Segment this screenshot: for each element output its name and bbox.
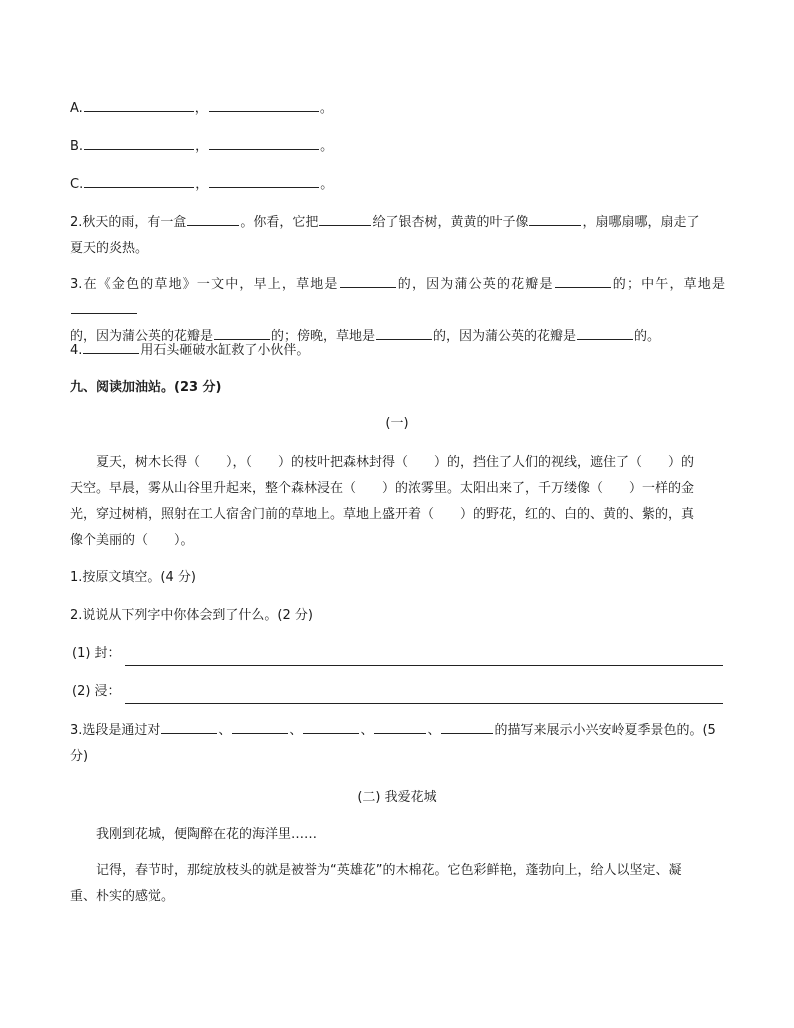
answer-blank[interactable] <box>187 210 239 226</box>
answer-blank[interactable] <box>555 272 611 288</box>
answer-blank[interactable] <box>209 172 319 188</box>
part1-question-2: 2.说说从下列字中你体会到了什么。(2 分) <box>70 608 313 623</box>
passage-line: 记得，春节时，那绽放枝头的就是被誉为“英雄花”的木棉花。它色彩鲜艳，蓬勃向上，给人以坚定、凝 <box>96 863 682 878</box>
answer-blank[interactable] <box>232 718 288 734</box>
part-2-title: (二) 我爱花城 <box>357 790 437 805</box>
passage-line: 天空。早晨，雾从山谷里升起来，整个森林浸在（ ）的浓雾里。太阳出来了，千万缕像（ ）一样的金 <box>70 481 695 496</box>
passage-2-para-2 <box>70 858 725 910</box>
question-2: 2.秋天的雨，有一盒 。你看，它把 给了银杏树，黄黄的叶子像 ，扇哪扇哪，扇走了 夏天的炎热。 <box>70 210 725 262</box>
part-1-title: (一) <box>385 416 409 431</box>
answer-blank[interactable] <box>125 651 723 666</box>
passage-line: 光，穿过树梢，照射在工人宿舍门前的草地上。草地上盛开着（ ）的野花，红的、白的、黄的、紫的，真 <box>70 507 695 522</box>
answer-blank[interactable] <box>71 298 137 314</box>
option-a-line: A. ， 。 <box>70 96 724 121</box>
question-4: 4. 用石头砸破水缸救了小伙伴。 <box>70 338 724 363</box>
answer-blank[interactable] <box>84 96 194 112</box>
part1-question-3: 3.选段是通过对 、 、 、 、 的描写来展示小兴安岭夏季景色的。(5 分) <box>70 718 725 770</box>
answer-blank[interactable] <box>529 210 581 226</box>
passage-2-para-1: 我刚到花城，便陶醉在花的海洋里…… <box>96 827 318 842</box>
section-heading: 九、阅读加油站。(23 分) <box>70 380 222 395</box>
passage-line: 夏天，树木长得（ ），（ ）的枝叶把森林封得（ ）的，挡住了人们的视线，遮住了（ ）的 <box>96 455 695 470</box>
option-a-label: A. <box>70 101 83 116</box>
answer-blank[interactable] <box>441 718 493 734</box>
passage-line: 重、朴实的感觉。 <box>70 889 175 904</box>
answer-line-feng <box>72 642 724 666</box>
answer-blank[interactable] <box>374 718 426 734</box>
answer-blank[interactable] <box>83 338 139 354</box>
option-b-label: B. <box>70 139 84 154</box>
answer-line-jin <box>72 680 724 704</box>
option-c-label: C. <box>70 177 84 192</box>
question-3: 3.在《金色的草地》一文中，早上，草地是 的，因为蒲公英的花瓣是 的；中午，草地是 的，因为蒲公英的花瓣是 的；傍晚，草地是 的，因为蒲公英的花瓣是 的。 <box>70 272 725 350</box>
answer-blank[interactable] <box>84 134 194 150</box>
answer-blank[interactable] <box>161 718 217 734</box>
option-b-line: B. ， 。 <box>70 134 724 159</box>
part1-question-1: 1.按原文填空。(4 分) <box>70 570 196 585</box>
answer-label: (1) 封： <box>72 646 121 661</box>
answer-label: (2) 浸： <box>72 684 121 699</box>
answer-blank[interactable] <box>209 96 319 112</box>
answer-blank[interactable] <box>319 210 371 226</box>
answer-blank[interactable] <box>209 134 319 150</box>
answer-blank[interactable] <box>84 172 194 188</box>
option-c-line: C. ， 。 <box>70 172 724 197</box>
passage-1 <box>70 450 725 554</box>
answer-blank[interactable] <box>125 689 723 704</box>
passage-line: 像个美丽的（ ）。 <box>70 533 194 548</box>
answer-blank[interactable] <box>303 718 359 734</box>
answer-blank[interactable] <box>340 272 396 288</box>
